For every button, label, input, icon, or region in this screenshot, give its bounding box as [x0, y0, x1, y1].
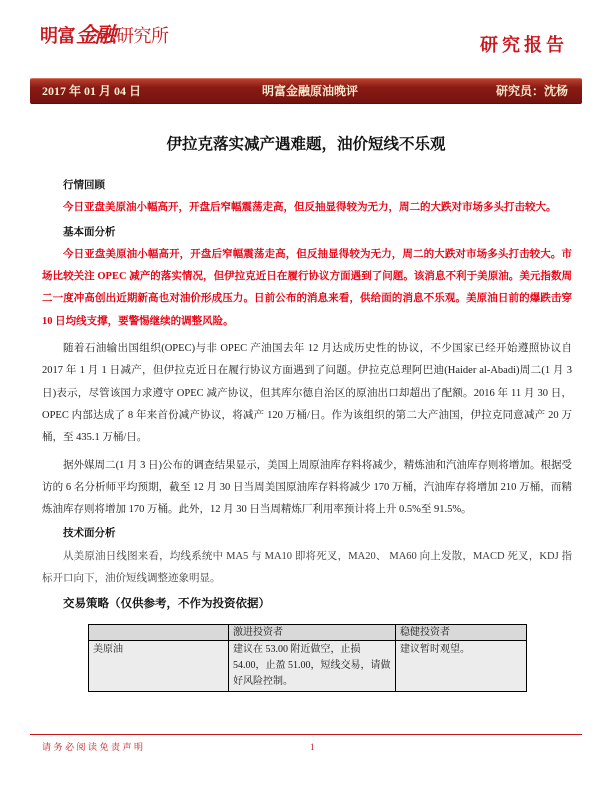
- asset-cell: 美原油: [89, 640, 229, 691]
- section-heading-fundamental: 基本面分析: [63, 226, 116, 238]
- report-banner: [30, 78, 582, 104]
- institute-logo: [40, 22, 169, 48]
- conservative-advice-cell: 建议暂时观望。: [396, 640, 527, 691]
- aggressive-advice-cell: 建议在 53.00 附近做空，止损 54.00，止盈 51.00，短线交易，请做好风险控制。: [229, 640, 396, 691]
- table-corner-cell: [89, 624, 229, 640]
- article-body: [42, 175, 572, 692]
- technical-analysis-text: 从美原油日线图来看，均线系统中 MA5 与 MA10 即将死叉，MA20、 MA60 向上发散，MACD 死叉，KDJ 指标开口向下，油价短线调整迹象明显。: [42, 550, 572, 585]
- section-heading-technical: 技术面分析: [63, 528, 116, 540]
- table-row: [89, 640, 527, 691]
- market-review-text: 今日亚盘美原油小幅高开，开盘后窄幅震荡走高，但反抽显得较为无力，周二的大跌对市场多头打击较大。: [63, 202, 557, 214]
- logo-text-part: 明富: [40, 26, 75, 46]
- fundamental-highlight: 今日亚盘美原油小幅高开，开盘后窄幅震荡走高，但反抽显得较为无力，周二的大跌对市场多头打击较大。市场比较关注 OPEC 减产的落实情况，但伊拉克近日在履行协议方面遇到了问题。该消息不利于美原油。美元指数周二一度冲高创出近期新高也对油价形成压力。日前公布的消息来看，供给面的消息不乐观。美原油日前的爆跌击穿 10 日均线支撑，要警惕继续的调整风险。: [42, 248, 572, 327]
- footer-divider: [30, 734, 582, 735]
- report-analyst: 研究员：沈杨: [495, 84, 568, 98]
- fundamental-paragraph: 随着石油输出国组织(OPEC)与非 OPEC 产油国去年 12 月达成历史性的协议，不少国家已经开始遵照协议自 2017 年 1 月 1 日减产，但伊拉克近日在履行协议方面遇到了问题。伊拉克总理阿巴迪(Haider al-Abadi)周二(1 月 3 日)表示，尽管该国力求遵守 OPEC 减产协议，但其库尔德自治区的原油出口却超出了配额。2016 年 11 月 30 日，OPEC 内部达成了 8 年来首份减产协议，将减产 120 万桶/日。作为该组织的第二大产油国，伊拉克同意减产 20 万桶，至 435.1 万桶/日。: [42, 343, 572, 444]
- section-heading-strategy: 交易策略（仅供参考，不作为投资依据）: [63, 598, 270, 611]
- report-column-name: 明富金融原油晚评: [261, 84, 358, 98]
- trading-strategy-table: [88, 624, 527, 692]
- logo-text-part: 研究所: [116, 26, 169, 46]
- disclaimer-notice: 请务必阅读免责声明: [42, 742, 146, 752]
- article-title: 伊拉克落实减产遇难题，油价短线不乐观: [166, 136, 446, 153]
- table-header-row: [89, 624, 527, 640]
- column-header-aggressive: 激进投资者: [229, 624, 396, 640]
- column-header-conservative: 稳健投资者: [396, 624, 527, 640]
- report-type-label: 研究报告: [480, 35, 568, 55]
- section-heading-market-review: 行情回顾: [63, 180, 105, 191]
- page-number: 1: [310, 742, 315, 752]
- report-date: 2017 年 01 月 04 日: [42, 84, 142, 98]
- fundamental-paragraph: 据外媒周二(1 月 3 日)公布的调查结果显示，美国上周原油库存料将减少，精炼油和汽油库存则将增加。根据受访的 6 名分析师平均预期，截至 12 月 30 日当周美国原油库存料将减少 170 万桶，汽油库存将增加 210 万桶，而精炼油库存则将增加 170 万桶。此外，12 月 30 日当周精炼厂利用率预计将上升 0.5%至 91.5%。: [42, 459, 572, 516]
- logo-calligraphy-part: 金融: [76, 23, 114, 47]
